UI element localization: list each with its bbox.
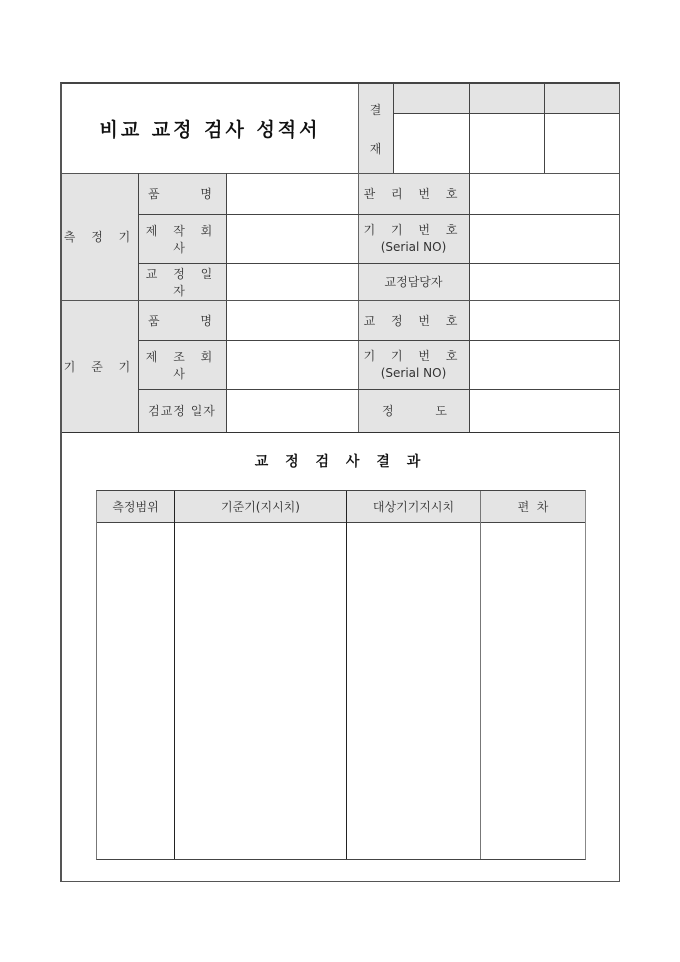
measuring-instrument-group-label: 측 정 기 [62,173,138,300]
reference-serial-number-field[interactable] [469,340,619,389]
management-number-field[interactable] [469,173,619,214]
results-reference-reading-column[interactable] [175,523,346,859]
divider [138,263,619,264]
serial-label-line2: (Serial NO) [380,239,447,254]
accuracy-label [358,389,469,432]
measuring-calibration-date-field[interactable] [226,263,358,300]
divider [393,113,619,114]
serial-label-line1: 기 기 번 호 [363,222,464,237]
approval-label-top: 결 [369,102,382,117]
results-header-reference-reading: 기준기(지시치) [175,491,346,522]
divider [62,432,619,433]
divider [226,173,227,432]
reference-inspection-date-label: 검교정 일자 [138,389,226,432]
reference-manufacturer-field[interactable] [226,340,358,389]
management-number-label: 관 리 번 호 [358,173,469,214]
measuring-calibration-date-label: 교 정 일 자 [138,263,226,300]
approval-signature-2[interactable] [469,113,544,173]
results-range-column[interactable] [97,523,174,859]
calibration-number-field[interactable] [469,300,619,340]
divider [62,300,619,301]
measuring-serial-number-field[interactable] [469,214,619,263]
divider [138,214,619,215]
approval-header-1 [393,84,469,113]
calibration-officer-field[interactable] [469,263,619,300]
label-part-a: 정 [382,404,394,418]
results-header-range: 측정범위 [97,491,174,522]
approval-label [358,84,393,173]
approval-signature-1[interactable] [393,113,469,173]
results-header-target-reading: 대상기기지시치 [347,491,480,522]
document-title: 비교 교정 검사 성적서 [99,119,321,141]
label-part-b: 도 [435,404,447,418]
measuring-manufacturer-label: 제 작 회 사 [138,214,226,263]
results-header-deviation: 편 차 [481,491,585,522]
results-target-reading-column[interactable] [347,523,480,859]
reference-instrument-group-label: 기 준 기 [62,300,138,432]
divider [138,389,619,390]
divider [544,84,545,173]
reference-serial-number-label [358,340,469,389]
approval-header-2 [469,84,544,113]
label-part-b: 명 [200,187,212,201]
calibration-officer-label: 교정담당자 [358,263,469,300]
divider [62,173,619,174]
reference-item-name-field[interactable] [226,300,358,340]
serial-label-line1: 기 기 번 호 [363,348,464,363]
accuracy-field[interactable] [469,389,619,432]
divider [138,340,619,341]
approval-signature-3[interactable] [544,113,619,173]
divider [358,84,359,432]
approval-header-3 [544,84,619,113]
reference-item-name-label [138,300,226,340]
measuring-item-name-field[interactable] [226,173,358,214]
label-part-a: 품 [148,187,160,201]
label-part-b: 명 [200,313,212,328]
divider [138,173,139,432]
measuring-manufacturer-field[interactable] [226,214,358,263]
label-part-a: 품 [148,313,160,328]
serial-label-line2: (Serial NO) [380,365,447,380]
reference-manufacturer-label: 제 조 회 사 [138,340,226,389]
approval-label-bottom: 재 [369,141,382,156]
divider [393,84,394,173]
results-title: 교 정 검 사 결 과 [254,454,427,470]
measuring-serial-number-label [358,214,469,263]
measuring-item-name-label [138,173,226,214]
divider [469,84,470,432]
reference-inspection-date-field[interactable] [226,389,358,432]
calibration-number-label: 교 정 번 호 [358,300,469,340]
results-deviation-column[interactable] [481,523,585,859]
